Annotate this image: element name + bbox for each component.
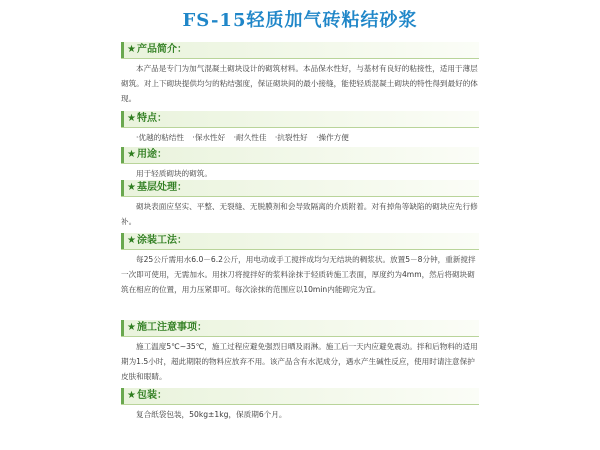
section-heading — [127, 388, 167, 404]
section-body: 砌块表面应坚实、平整、无裂缝、无脱膜剂和会导致隔离的介质附着。对有掉角等缺陷的砌块应先行修补。 — [121, 202, 478, 226]
section-body: 施工温度5℃~35℃，施工过程应避免强烈日晒及雨淋。施工后一天内应避免震动。拌和后物料的适用期为1.5小时，超此期限的物料应放弃不用。该产品含有水泥成分，遇水产生碱性反应，使用时请注意保护皮肤和眼睛。 — [121, 342, 478, 381]
section-substrate — [121, 180, 481, 229]
section-heading — [127, 180, 187, 196]
feature-item: ·操作方便 — [316, 133, 349, 142]
section-heading-label: 涂装工法： — [136, 235, 187, 246]
section-heading — [127, 233, 187, 249]
section-precautions — [121, 320, 481, 384]
feature-item: ·抗裂性好 — [274, 133, 308, 142]
star-icon: ★ — [127, 390, 136, 401]
section-application — [121, 233, 481, 297]
section-body: 每25公斤需用水6.0－6.2公斤，用电动或手工搅拌成均匀无结块的稠浆状。放置5－8分钟，重新搅拌一次即可使用，无需加水。用抹刀将搅拌好的浆料涂抹于轻质砖施工表面，厚度约为4mm，然后将砌块砌筑在相应的位置，用力压紧即可。每次涂抹的范围应以10min内能砌完为宜。 — [121, 255, 476, 294]
section-heading-label: 产品简介： — [136, 44, 187, 55]
star-icon: ★ — [127, 182, 136, 193]
section-heading-bar — [121, 42, 479, 59]
section-heading — [127, 42, 187, 58]
heading-accent — [121, 111, 124, 127]
section-heading-label: 基层处理： — [136, 182, 187, 193]
section-heading-bar — [121, 388, 479, 405]
section-heading-bar — [121, 147, 479, 164]
section-body: 用于轻质砌块的砌筑。 — [136, 169, 212, 178]
section-heading-label: 用途： — [136, 149, 167, 160]
heading-accent — [121, 180, 124, 196]
page-title: FS-15轻质加气砖粘结砂浆 — [182, 10, 418, 31]
feature-item: ·耐久性佳 — [233, 133, 267, 142]
section-heading-bar — [121, 111, 479, 128]
section-heading — [127, 111, 167, 127]
section-features — [121, 111, 481, 145]
star-icon: ★ — [127, 44, 136, 55]
heading-accent — [121, 233, 124, 249]
section-heading-label: 施工注意事项： — [136, 322, 207, 333]
feature-list — [121, 130, 481, 145]
heading-accent — [121, 42, 124, 58]
section-body: 本产品是专门为加气混凝土砌块设计的砌筑材料。本品保水性好，与基材有良好的粘接性，适用于薄层砌筑。对上下砌块提供均匀的粘结强度，保证砌块间的最小接缝，能使轻质混凝土砌块的特性得到最好的体现。 — [121, 64, 478, 103]
section-heading — [127, 147, 167, 163]
section-heading-bar — [121, 320, 479, 337]
star-icon: ★ — [127, 235, 136, 246]
section-heading-label: 包装： — [136, 390, 167, 401]
section-heading-bar — [121, 180, 479, 197]
feature-item: ·优越的粘结性 — [136, 133, 184, 142]
section-heading-bar — [121, 233, 479, 250]
section-body: 复合纸袋包装，50kg±1kg，保质期6个月。 — [136, 410, 287, 419]
star-icon: ★ — [127, 149, 136, 160]
section-heading — [127, 320, 207, 336]
section-heading-label: 特点： — [136, 113, 167, 124]
star-icon: ★ — [127, 113, 136, 124]
section-packaging — [121, 388, 481, 422]
heading-accent — [121, 320, 124, 336]
section-intro — [121, 42, 481, 106]
heading-accent — [121, 388, 124, 404]
heading-accent — [121, 147, 124, 163]
feature-item: ·保水性好 — [192, 133, 226, 142]
section-usage — [121, 147, 481, 181]
star-icon: ★ — [127, 322, 136, 333]
